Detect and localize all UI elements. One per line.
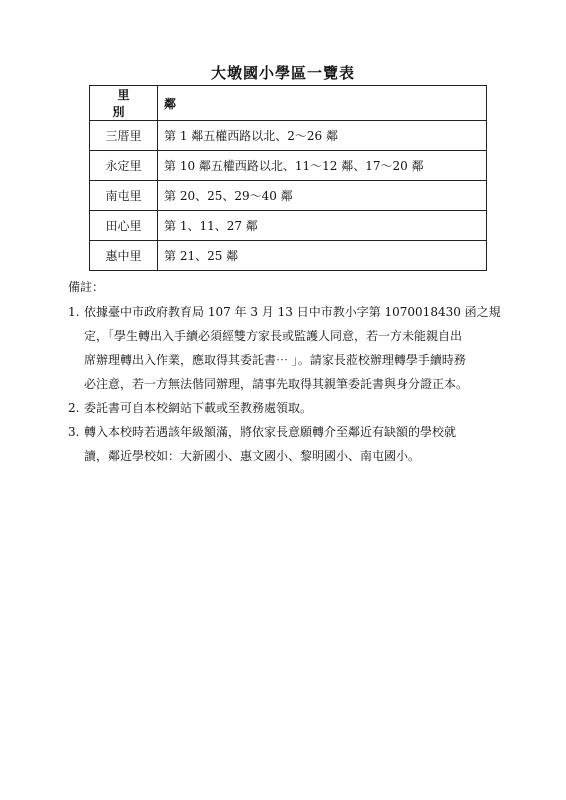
note-line: 轉入本校時若遇該年級額滿，將依家長意願轉介至鄰近有缺額的學校就: [84, 425, 457, 439]
village-cell: 南屯里: [90, 181, 158, 211]
note-item: [68, 300, 508, 396]
note-item: [68, 396, 508, 420]
table-row: [90, 121, 487, 151]
notes-heading: 備註：: [68, 280, 105, 294]
village-cell: 惠中里: [90, 241, 158, 271]
neighborhood-cell: 第 10 鄰五權西路以北、11～12 鄰、17～20 鄰: [158, 151, 487, 181]
note-line: 依據臺中市政府教育局 107 年 3 月 13 日中市教小字第 1070018430 函之規: [84, 305, 501, 319]
column-header-neighborhood: 鄰: [158, 86, 487, 121]
note-item: [68, 420, 508, 468]
note-number: 2.: [68, 401, 80, 415]
note-line: 委託書可自本校網站下載或至教務處領取。: [84, 401, 313, 415]
table-row: [90, 211, 487, 241]
note-line: 席辦理轉出入作業，應取得其委託書⋯ 」。請家長蒞校辦理轉學手續時務: [84, 353, 466, 367]
village-cell: 田心里: [90, 211, 158, 241]
table-header-row: [90, 86, 487, 121]
note-number: 3.: [68, 425, 80, 439]
page-title: 大墩國小學區一覽表: [210, 64, 355, 82]
table-row: [90, 181, 487, 211]
column-header-village: 里 別: [90, 86, 158, 121]
table-row: [90, 151, 487, 181]
neighborhood-cell: 第 20、25、29～40 鄰: [158, 181, 487, 211]
neighborhood-cell: 第 1 鄰五權西路以北、2～26 鄰: [158, 121, 487, 151]
notes-section: [68, 274, 508, 468]
note-line: 必注意，若一方無法偕同辦理，請事先取得其親筆委託書與身分證正本。: [84, 377, 469, 391]
neighborhood-cell: 第 21、25 鄰: [158, 241, 487, 271]
table-row: [90, 241, 487, 271]
note-line: 定，「學生轉出入手續必須經雙方家長或監護人同意，若一方未能親自出: [84, 329, 463, 343]
note-line: 讀，鄰近學校如：大新國小、惠文國小、黎明國小、南屯國小。: [84, 449, 421, 463]
village-cell: 永定里: [90, 151, 158, 181]
school-district-table: [89, 85, 487, 271]
village-cell: 三厝里: [90, 121, 158, 151]
note-number: 1.: [68, 305, 80, 319]
neighborhood-cell: 第 1、11、27 鄰: [158, 211, 487, 241]
